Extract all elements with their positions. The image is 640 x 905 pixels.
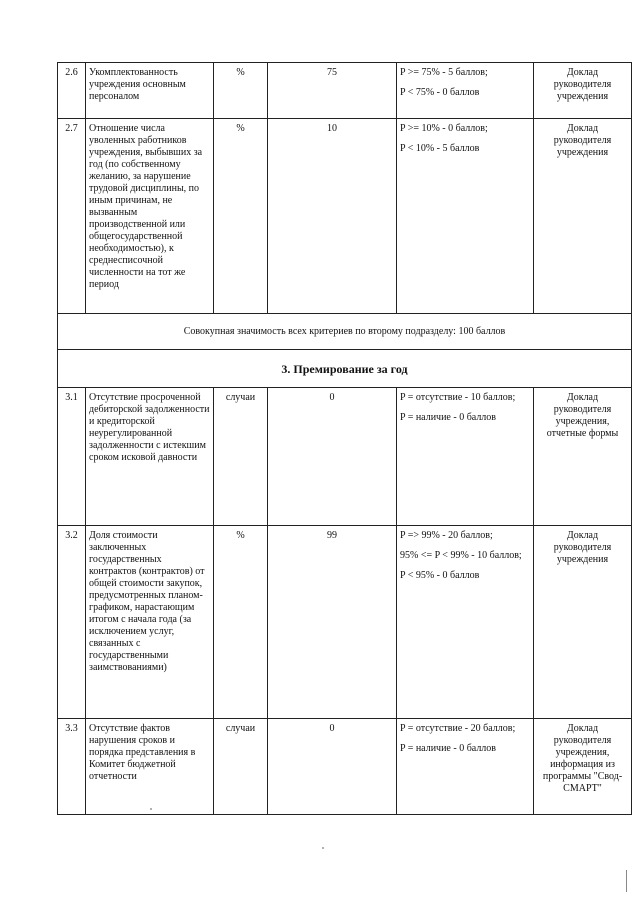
table-row	[58, 719, 632, 815]
table-row	[58, 119, 632, 314]
value-cell: 10	[268, 119, 397, 314]
row-number: 2.7	[58, 119, 86, 314]
table-row	[58, 63, 632, 119]
criterion-name: Доля стоимости заключенных государственных контрактов (контрактов) от общей стоимости закупок, предусмотренных планом-графиком, нарастающим итогом с начала года (за исключением услуг, связанных с государственными заимствованиями)	[86, 526, 214, 719]
unit-cell: %	[214, 63, 268, 119]
value-cell: 75	[268, 63, 397, 119]
scoring-line: P = отсутствие - 10 баллов;	[400, 392, 516, 403]
scoring-cell	[397, 63, 534, 119]
source-cell: Доклад руководителя учреждения	[534, 119, 632, 314]
table-row	[58, 526, 632, 719]
scoring-line: P < 95% - 0 баллов	[400, 570, 480, 581]
source-cell: Доклад руководителя учреждения, информация из программы "Свод-СМАРТ"	[534, 719, 632, 815]
scoring-line: P >= 75% - 5 баллов;	[400, 67, 488, 78]
value-cell: 0	[268, 388, 397, 526]
scoring-line: P = отсутствие - 20 баллов;	[400, 723, 516, 734]
scoring-cell	[397, 526, 534, 719]
summary-row	[58, 314, 632, 350]
scoring-cell	[397, 119, 534, 314]
source-cell: Доклад руководителя учреждения, отчетные формы	[534, 388, 632, 526]
criterion-name: Отношение числа уволенных работников учреждения, выбывших за год (по собственному желанию, за нарушение трудовой дисциплины, по иным причинам, не вызванным производственной или общегосударственной необходимостью), к среднесписочной численности на тот же период	[86, 119, 214, 314]
scan-speck	[322, 847, 324, 849]
row-number: 3.1	[58, 388, 86, 526]
source-cell: Доклад руководителя учреждения	[534, 526, 632, 719]
criterion-name: Отсутствие просроченной дебиторской задолженности и кредиторской неурегулированной задолженности с истекшим сроком исковой давности	[86, 388, 214, 526]
criterion-name: Отсутствие фактов нарушения сроков и порядка представления в Комитет бюджетной отчетности	[86, 719, 214, 815]
unit-cell: случаи	[214, 388, 268, 526]
section-header-row	[58, 350, 632, 388]
summary-text: Совокупная значимость всех критериев по второму подразделу: 100 баллов	[58, 314, 632, 350]
row-number: 3.3	[58, 719, 86, 815]
source-cell: Доклад руководителя учреждения	[534, 63, 632, 119]
section-title: 3. Премирование за год	[58, 350, 632, 388]
scoring-line: P < 10% - 5 баллов	[400, 143, 480, 154]
unit-cell: %	[214, 526, 268, 719]
scoring-line: P => 99% - 20 баллов;	[400, 530, 493, 541]
row-number: 2.6	[58, 63, 86, 119]
scoring-cell	[397, 388, 534, 526]
row-number: 3.2	[58, 526, 86, 719]
scoring-cell	[397, 719, 534, 815]
scoring-line: P = наличие - 0 баллов	[400, 743, 497, 754]
unit-cell: случаи	[214, 719, 268, 815]
scoring-line: P = наличие - 0 баллов	[400, 412, 497, 423]
scan-edge-mark	[626, 870, 630, 892]
unit-cell: %	[214, 119, 268, 314]
criteria-table	[57, 62, 632, 815]
scan-speck	[150, 808, 152, 810]
scoring-line: P >= 10% - 0 баллов;	[400, 123, 488, 134]
scoring-line: P < 75% - 0 баллов	[400, 87, 480, 98]
value-cell: 99	[268, 526, 397, 719]
table-row	[58, 388, 632, 526]
value-cell: 0	[268, 719, 397, 815]
scoring-line: 95% <= P < 99% - 10 баллов;	[400, 550, 522, 561]
criterion-name: Укомплектованность учреждения основным персоналом	[86, 63, 214, 119]
